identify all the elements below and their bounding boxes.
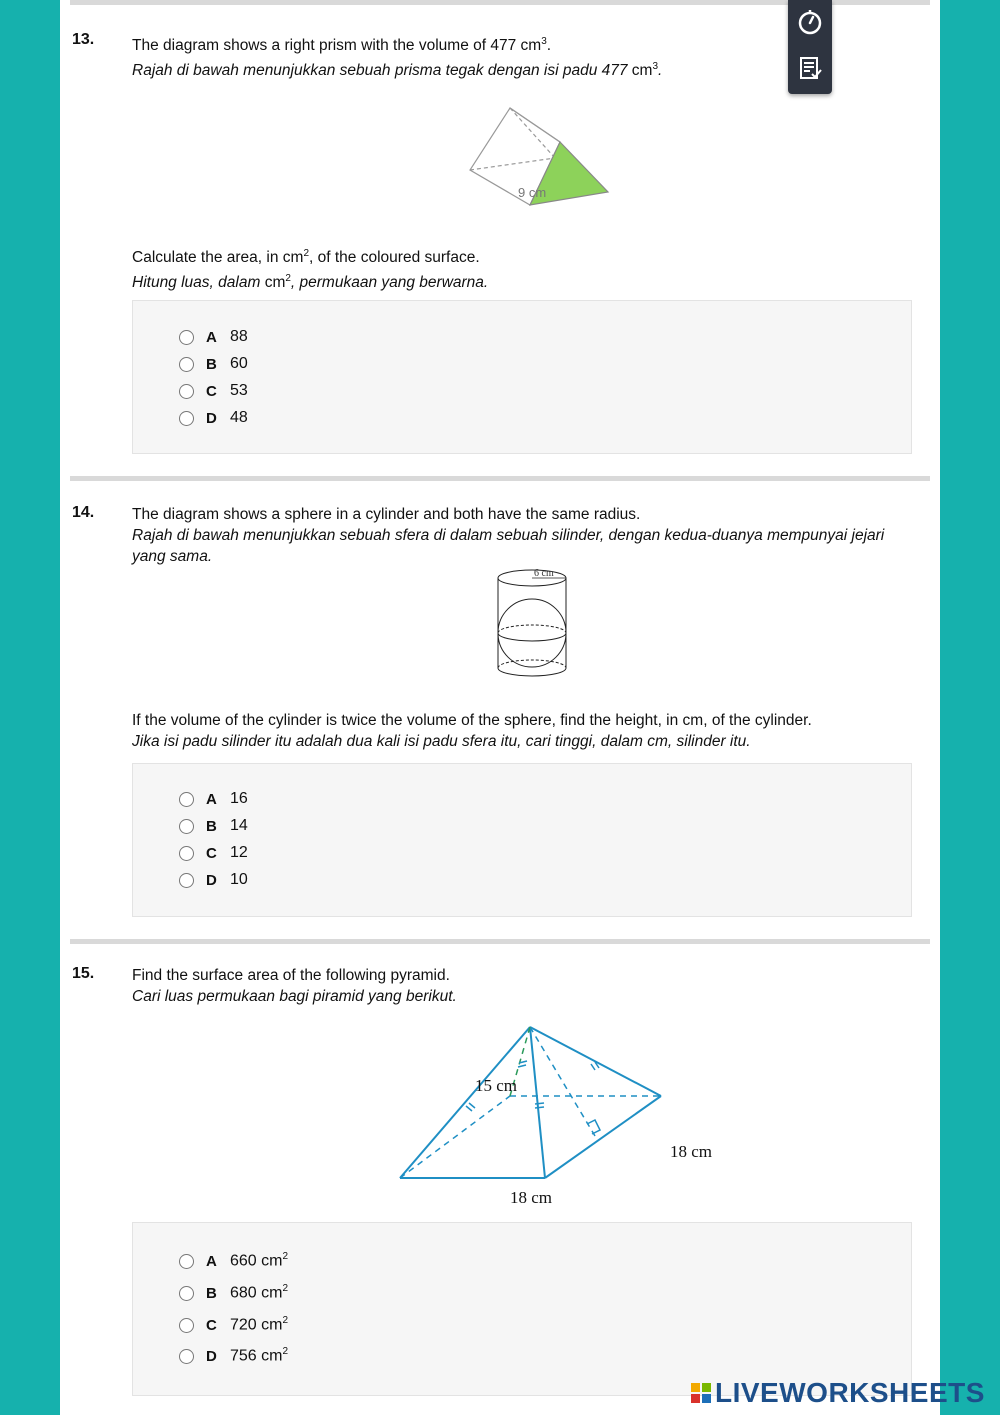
radio-button[interactable] xyxy=(179,1286,194,1301)
liveworksheets-logo xyxy=(691,1375,985,1411)
question-14-options xyxy=(132,763,912,917)
question-13-number: 13. xyxy=(72,31,95,48)
radio-button[interactable] xyxy=(179,411,194,426)
question-14-ask: If the volume of the cylinder is twice the volume of the sphere, find the height, in cm, of the cylinder. Jika isi padu silinder itu adalah dua kali isi padu sfera itu, cari tinggi, dalam cm, silinder itu. xyxy=(132,712,812,750)
question-13-options xyxy=(132,300,912,454)
question-15-options xyxy=(132,1222,912,1396)
question-14-text: The diagram shows a sphere in a cylinder and both have the same radius. Rajah di bawah menunjukkan sebuah sfera di dalam sebuah silinder, dengan kedua-duanya mempunyai jejari yang sama. xyxy=(132,506,885,565)
option-d[interactable]: D 10 xyxy=(179,869,248,891)
radio-button[interactable] xyxy=(179,357,194,372)
cylinder-diagram xyxy=(492,563,582,688)
question-15-number: 15. xyxy=(72,965,95,982)
timer-icon[interactable] xyxy=(794,6,826,38)
option-a[interactable]: A 16 xyxy=(179,788,248,810)
option-b[interactable]: B 60 xyxy=(179,353,248,375)
radio-button[interactable] xyxy=(179,1318,194,1333)
sphere xyxy=(498,599,566,667)
option-a[interactable]: A 88 xyxy=(179,326,248,348)
radio-button[interactable] xyxy=(179,1349,194,1364)
option-d[interactable]: D 48 xyxy=(179,407,248,429)
prism-diagram xyxy=(460,100,620,212)
logo-grid-icon xyxy=(691,1383,711,1403)
radio-button[interactable] xyxy=(179,384,194,399)
option-d[interactable]: D 756 $cm^2$ xyxy=(179,1345,288,1367)
checklist-icon[interactable] xyxy=(794,52,826,84)
pyramid-label-slant: 15 cm xyxy=(475,1076,518,1095)
option-a[interactable]: A 660 $cm^2$ xyxy=(179,1250,288,1272)
prism-label-9cm: 9 cm xyxy=(518,185,547,200)
option-b[interactable]: B 680 $cm^2$ xyxy=(179,1282,288,1304)
radio-button[interactable] xyxy=(179,846,194,861)
question-14-number: 14. xyxy=(72,504,95,521)
option-b[interactable]: B 14 xyxy=(179,815,248,837)
question-13-ask: Calculate the area, in $cm^2$, of the coloured surface. Hitung luas, dalam $cm^2$, permukaan yang berwarna. xyxy=(132,248,489,292)
option-c[interactable]: C 720 $cm^2$ xyxy=(179,1314,288,1336)
option-c[interactable]: C 12 xyxy=(179,842,248,864)
floating-toolbar xyxy=(788,0,832,94)
radio-button[interactable] xyxy=(179,1254,194,1269)
pyramid-diagram xyxy=(395,1020,713,1215)
option-c[interactable]: C 53 xyxy=(179,380,248,402)
question-13-text: The diagram shows a right prism with the volume of 477 $cm^3$. Rajah di bawah menunjukkan sebuah prisma tegak dengan isi padu 477 $cm^3$. xyxy=(132,36,663,80)
divider xyxy=(70,476,930,481)
logo-text: LIVEWORKSHEETS xyxy=(715,1377,985,1408)
radio-button[interactable] xyxy=(179,873,194,888)
radio-button[interactable] xyxy=(179,792,194,807)
pyramid-label-right: 18 cm xyxy=(670,1142,713,1161)
radio-button[interactable] xyxy=(179,819,194,834)
pyramid-label-base: 18 cm xyxy=(510,1188,553,1207)
worksheet-page xyxy=(60,0,940,1415)
radio-button[interactable] xyxy=(179,330,194,345)
cylinder-label-6cm: 6 cm xyxy=(534,568,554,579)
divider xyxy=(70,939,930,944)
question-15-text: Find the surface area of the following pyramid. Cari luas permukaan bagi piramid yang berikut. xyxy=(132,967,457,1005)
